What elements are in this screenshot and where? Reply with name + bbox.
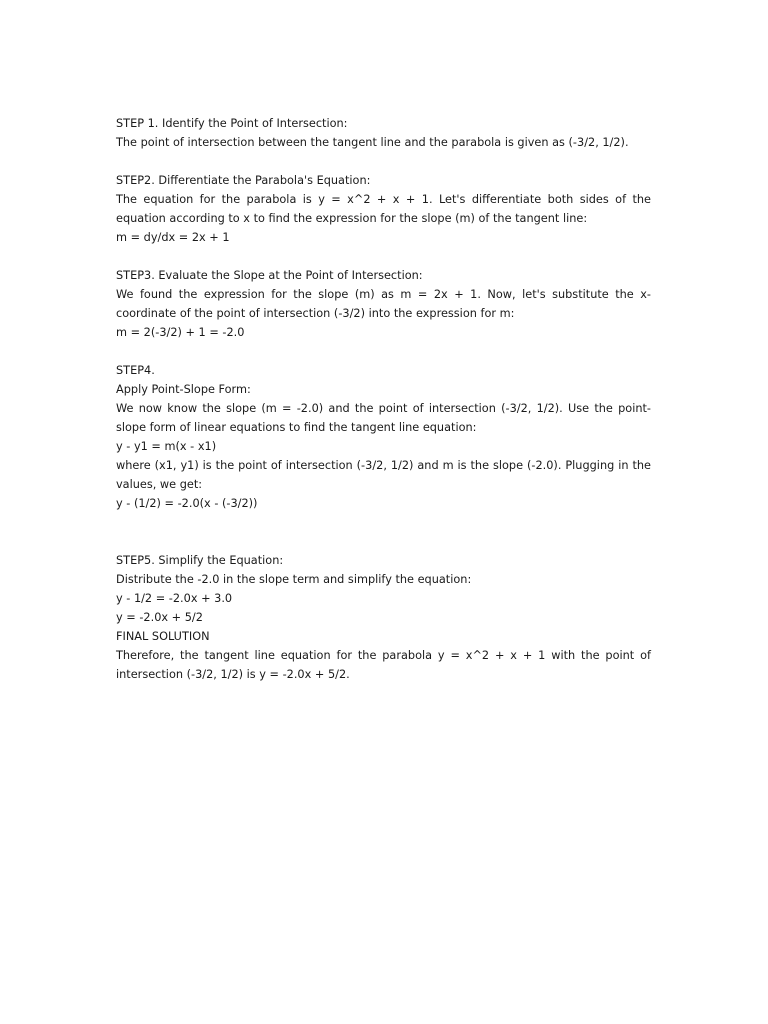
spacer	[116, 513, 651, 551]
step2-heading: STEP2. Differentiate the Parabola's Equation:	[116, 174, 371, 187]
final-heading: FINAL SOLUTION	[116, 630, 210, 643]
step5-formula: y - 1/2 = -2.0x + 3.0	[116, 592, 233, 605]
final-text: Therefore, the tangent line equation for the parabola y = x^2 + x + 1 with the point of intersection (-3/2, 1/2) is y = -2.0x + 5/2.	[116, 649, 651, 681]
step4-text: We now know the slope (m = -2.0) and the point of intersection (-3/2, 1/2). Use the point-slope form of linear equations to find the tangent line equation:	[116, 402, 651, 434]
step1-text: The point of intersection between the tangent line and the parabola is given as (-3/2, 1/2).	[116, 136, 629, 149]
step3-text: We found the expression for the slope (m) as m = 2x + 1. Now, let's substitute the x-coordinate of the point of intersection (-3/2) into the expression for m:	[116, 288, 651, 320]
step4-formula: y - y1 = m(x - x1)	[116, 440, 217, 453]
document-body	[116, 114, 651, 684]
step3-formula: m = 2(-3/2) + 1 = -2.0	[116, 326, 245, 339]
step4-subheading: Apply Point-Slope Form:	[116, 383, 251, 396]
step3-heading: STEP3. Evaluate the Slope at the Point of Intersection:	[116, 269, 423, 282]
step5-text: Distribute the -2.0 in the slope term and simplify the equation:	[116, 573, 472, 586]
spacer	[116, 152, 651, 171]
step5-formula2: y = -2.0x + 5/2	[116, 611, 203, 624]
spacer	[116, 342, 651, 361]
step4-formula2: y - (1/2) = -2.0(x - (-3/2))	[116, 497, 258, 510]
step2-text: The equation for the parabola is y = x^2 + x + 1. Let's differentiate both sides of the equation according to x to find the expression for the slope (m) of the tangent line:	[116, 193, 651, 225]
step4-heading: STEP4.	[116, 364, 155, 377]
step5-heading: STEP5. Simplify the Equation:	[116, 554, 284, 567]
step1-heading: STEP 1. Identify the Point of Intersection:	[116, 117, 348, 130]
spacer	[116, 247, 651, 266]
step4-text2: where (x1, y1) is the point of intersection (-3/2, 1/2) and m is the slope (-2.0). Plugging in the values, we get:	[116, 459, 651, 491]
step2-formula: m = dy/dx = 2x + 1	[116, 231, 230, 244]
